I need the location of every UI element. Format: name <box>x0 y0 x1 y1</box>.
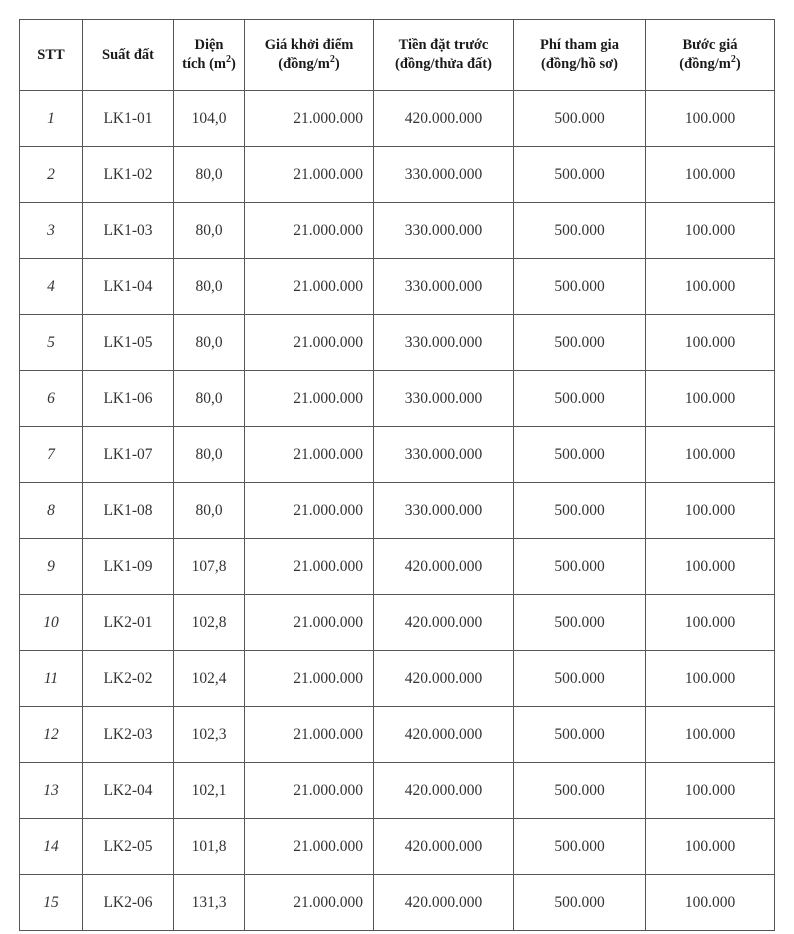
cell-phi-tham-gia: 500.000 <box>514 91 646 147</box>
table-body <box>20 91 775 931</box>
cell-suat-dat: LK1-09 <box>83 539 174 595</box>
cell-phi-tham-gia: 500.000 <box>514 147 646 203</box>
header-phi-tham-gia <box>514 20 646 91</box>
cell-tien-dat-truoc: 330.000.000 <box>374 427 514 483</box>
table-row <box>20 483 775 539</box>
cell-gia-khoi-diem: 21.000.000 <box>245 427 374 483</box>
cell-suat-dat: LK1-04 <box>83 259 174 315</box>
cell-tien-dat-truoc: 330.000.000 <box>374 147 514 203</box>
cell-buoc-gia: 100.000 <box>646 483 775 539</box>
cell-suat-dat: LK1-07 <box>83 427 174 483</box>
cell-buoc-gia: 100.000 <box>646 427 775 483</box>
cell-stt: 5 <box>20 315 83 371</box>
cell-phi-tham-gia: 500.000 <box>514 539 646 595</box>
cell-dien-tich: 131,3 <box>174 875 245 931</box>
cell-phi-tham-gia: 500.000 <box>514 763 646 819</box>
cell-suat-dat: LK1-08 <box>83 483 174 539</box>
table-row <box>20 203 775 259</box>
cell-tien-dat-truoc: 330.000.000 <box>374 483 514 539</box>
cell-tien-dat-truoc: 330.000.000 <box>374 259 514 315</box>
cell-dien-tich: 102,8 <box>174 595 245 651</box>
cell-gia-khoi-diem: 21.000.000 <box>245 147 374 203</box>
cell-stt: 3 <box>20 203 83 259</box>
table-row <box>20 595 775 651</box>
header-tien-dat-truoc <box>374 20 514 91</box>
cell-stt: 11 <box>20 651 83 707</box>
header-phi-tham-gia-line2: (đồng/hồ sơ) <box>541 56 618 72</box>
table-row <box>20 427 775 483</box>
cell-stt: 12 <box>20 707 83 763</box>
cell-stt: 1 <box>20 91 83 147</box>
header-stt <box>20 20 83 91</box>
cell-buoc-gia: 100.000 <box>646 819 775 875</box>
table-row <box>20 875 775 931</box>
cell-buoc-gia: 100.000 <box>646 371 775 427</box>
cell-suat-dat: LK2-02 <box>83 651 174 707</box>
header-buoc-gia <box>646 20 775 91</box>
cell-gia-khoi-diem: 21.000.000 <box>245 483 374 539</box>
cell-phi-tham-gia: 500.000 <box>514 371 646 427</box>
cell-stt: 6 <box>20 371 83 427</box>
cell-gia-khoi-diem: 21.000.000 <box>245 819 374 875</box>
cell-gia-khoi-diem: 21.000.000 <box>245 203 374 259</box>
cell-phi-tham-gia: 500.000 <box>514 875 646 931</box>
cell-stt: 9 <box>20 539 83 595</box>
cell-suat-dat: LK1-01 <box>83 91 174 147</box>
cell-stt: 15 <box>20 875 83 931</box>
cell-buoc-gia: 100.000 <box>646 147 775 203</box>
cell-tien-dat-truoc: 420.000.000 <box>374 651 514 707</box>
header-dien-tich <box>174 20 245 91</box>
cell-buoc-gia: 100.000 <box>646 763 775 819</box>
cell-tien-dat-truoc: 420.000.000 <box>374 763 514 819</box>
cell-dien-tich: 80,0 <box>174 259 245 315</box>
cell-gia-khoi-diem: 21.000.000 <box>245 651 374 707</box>
cell-suat-dat: LK1-06 <box>83 371 174 427</box>
cell-tien-dat-truoc: 330.000.000 <box>374 315 514 371</box>
cell-phi-tham-gia: 500.000 <box>514 651 646 707</box>
cell-buoc-gia: 100.000 <box>646 875 775 931</box>
header-gia-khoi-diem-line2: (đồng/m <box>278 56 330 72</box>
header-suat-dat <box>83 20 174 91</box>
cell-dien-tich: 104,0 <box>174 91 245 147</box>
cell-tien-dat-truoc: 420.000.000 <box>374 707 514 763</box>
header-gia-khoi-diem <box>245 20 374 91</box>
cell-stt: 13 <box>20 763 83 819</box>
cell-gia-khoi-diem: 21.000.000 <box>245 91 374 147</box>
header-dien-tich-suffix: ) <box>231 56 236 72</box>
header-gia-khoi-diem-line1: Giá khởi điểm <box>264 37 354 53</box>
cell-tien-dat-truoc: 420.000.000 <box>374 819 514 875</box>
cell-dien-tich: 80,0 <box>174 203 245 259</box>
header-dien-tich-line2: tích (m <box>182 56 227 72</box>
table-row <box>20 707 775 763</box>
table-row <box>20 147 775 203</box>
cell-gia-khoi-diem: 21.000.000 <box>245 595 374 651</box>
cell-dien-tich: 80,0 <box>174 427 245 483</box>
header-buoc-gia-suffix: ) <box>735 56 741 72</box>
cell-stt: 2 <box>20 147 83 203</box>
header-gia-khoi-diem-sup: 2 <box>329 54 335 66</box>
cell-buoc-gia: 100.000 <box>646 707 775 763</box>
cell-dien-tich: 107,8 <box>174 539 245 595</box>
cell-buoc-gia: 100.000 <box>646 259 775 315</box>
cell-phi-tham-gia: 500.000 <box>514 595 646 651</box>
cell-stt: 7 <box>20 427 83 483</box>
cell-gia-khoi-diem: 21.000.000 <box>245 539 374 595</box>
cell-buoc-gia: 100.000 <box>646 203 775 259</box>
table-row <box>20 539 775 595</box>
cell-dien-tich: 80,0 <box>174 483 245 539</box>
cell-stt: 14 <box>20 819 83 875</box>
cell-dien-tich: 80,0 <box>174 147 245 203</box>
header-buoc-gia-sup: 2 <box>730 54 736 66</box>
cell-stt: 8 <box>20 483 83 539</box>
header-stt-label: STT <box>37 46 65 63</box>
table-row <box>20 819 775 875</box>
header-buoc-gia-line1: Bước giá <box>682 37 738 53</box>
cell-buoc-gia: 100.000 <box>646 539 775 595</box>
header-tien-dat-truoc-line2: (đồng/thửa đất) <box>395 56 492 72</box>
cell-phi-tham-gia: 500.000 <box>514 483 646 539</box>
cell-tien-dat-truoc: 420.000.000 <box>374 875 514 931</box>
table-row <box>20 651 775 707</box>
table-row <box>20 763 775 819</box>
cell-tien-dat-truoc: 420.000.000 <box>374 539 514 595</box>
cell-stt: 10 <box>20 595 83 651</box>
cell-phi-tham-gia: 500.000 <box>514 203 646 259</box>
cell-buoc-gia: 100.000 <box>646 91 775 147</box>
cell-dien-tich: 102,3 <box>174 707 245 763</box>
cell-dien-tich: 101,8 <box>174 819 245 875</box>
cell-phi-tham-gia: 500.000 <box>514 707 646 763</box>
table-row <box>20 371 775 427</box>
header-dien-tich-line1: Diện <box>194 37 224 53</box>
cell-dien-tich: 80,0 <box>174 315 245 371</box>
cell-suat-dat: LK1-02 <box>83 147 174 203</box>
cell-suat-dat: LK1-05 <box>83 315 174 371</box>
cell-gia-khoi-diem: 21.000.000 <box>245 371 374 427</box>
header-row <box>20 20 775 91</box>
header-gia-khoi-diem-suffix: ) <box>334 56 340 72</box>
cell-dien-tich: 102,4 <box>174 651 245 707</box>
header-suat-dat-label: Suất đất <box>102 46 154 63</box>
table-row <box>20 315 775 371</box>
cell-phi-tham-gia: 500.000 <box>514 315 646 371</box>
table-row <box>20 91 775 147</box>
cell-suat-dat: LK1-03 <box>83 203 174 259</box>
cell-phi-tham-gia: 500.000 <box>514 259 646 315</box>
cell-phi-tham-gia: 500.000 <box>514 427 646 483</box>
cell-dien-tich: 80,0 <box>174 371 245 427</box>
cell-tien-dat-truoc: 420.000.000 <box>374 91 514 147</box>
cell-phi-tham-gia: 500.000 <box>514 819 646 875</box>
cell-suat-dat: LK2-05 <box>83 819 174 875</box>
cell-tien-dat-truoc: 330.000.000 <box>374 371 514 427</box>
header-phi-tham-gia-line1: Phí tham gia <box>540 37 619 53</box>
cell-gia-khoi-diem: 21.000.000 <box>245 315 374 371</box>
cell-dien-tich: 102,1 <box>174 763 245 819</box>
cell-suat-dat: LK2-01 <box>83 595 174 651</box>
table-header <box>20 20 775 91</box>
cell-tien-dat-truoc: 330.000.000 <box>374 203 514 259</box>
cell-buoc-gia: 100.000 <box>646 315 775 371</box>
cell-buoc-gia: 100.000 <box>646 651 775 707</box>
cell-gia-khoi-diem: 21.000.000 <box>245 763 374 819</box>
header-buoc-gia-line2: (đồng/m <box>679 56 731 72</box>
header-tien-dat-truoc-line1: Tiền đặt trước <box>398 37 489 53</box>
cell-suat-dat: LK2-06 <box>83 875 174 931</box>
cell-tien-dat-truoc: 420.000.000 <box>374 595 514 651</box>
cell-suat-dat: LK2-03 <box>83 707 174 763</box>
cell-gia-khoi-diem: 21.000.000 <box>245 875 374 931</box>
cell-gia-khoi-diem: 21.000.000 <box>245 259 374 315</box>
cell-stt: 4 <box>20 259 83 315</box>
cell-buoc-gia: 100.000 <box>646 595 775 651</box>
header-dien-tich-sup: 2 <box>226 54 232 66</box>
cell-gia-khoi-diem: 21.000.000 <box>245 707 374 763</box>
cell-suat-dat: LK2-04 <box>83 763 174 819</box>
document-page <box>19 19 774 931</box>
land-auction-table <box>19 19 775 931</box>
table-row <box>20 259 775 315</box>
